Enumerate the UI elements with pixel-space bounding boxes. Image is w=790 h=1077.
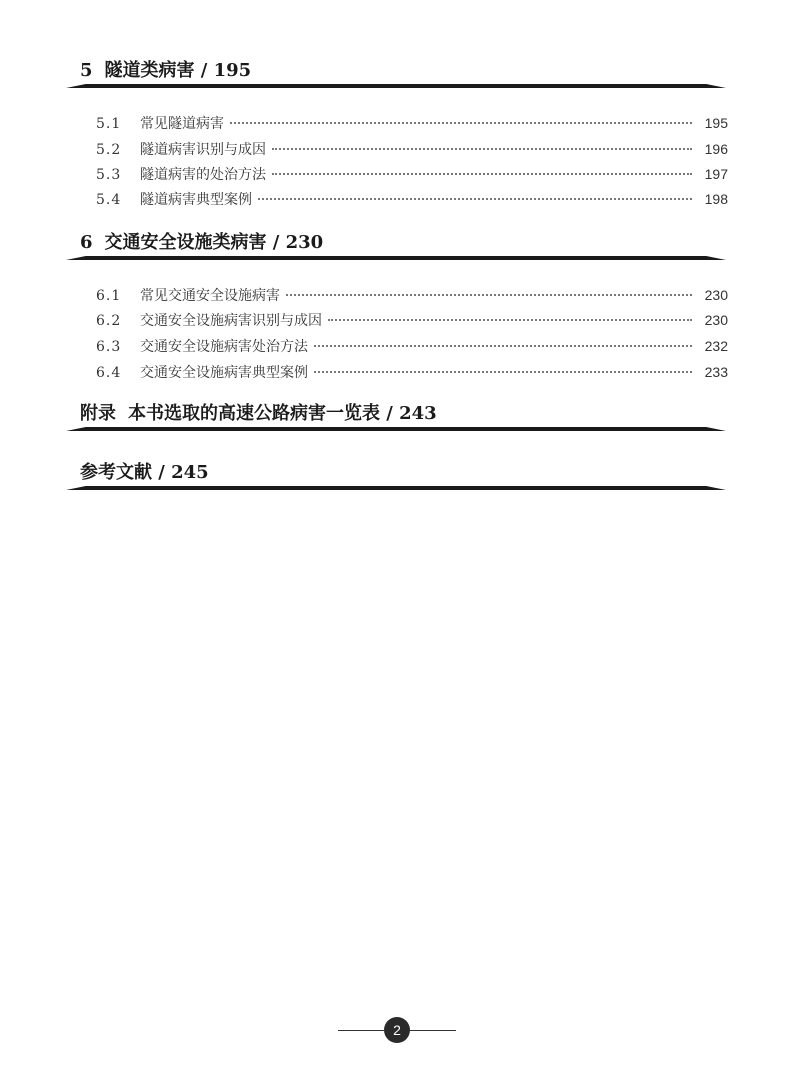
entry-number: 6.2 [96,313,122,329]
entry-page: 195 [704,115,728,131]
entry-number: 6.4 [96,365,122,381]
chapter-title: 隧道类病害 / 195 [104,60,252,81]
dot-leader [272,173,692,175]
toc-entry-6-4[interactable] [96,362,728,384]
entry-title: 隧道病害识别与成因 [140,142,266,158]
toc-entry-5-4[interactable] [96,189,728,211]
references-rule [66,486,726,490]
entry-number: 5.4 [96,192,122,208]
page-number: 2 [393,1022,401,1038]
toc-entry-6-1[interactable] [96,285,728,307]
entry-page: 196 [704,141,728,157]
appendix-heading[interactable] [80,399,437,425]
toc-entry-5-3[interactable] [96,164,728,186]
entry-page: 230 [704,312,728,328]
chapter-number: 6 [80,232,93,253]
entry-title: 隧道病害的处治方法 [140,167,266,183]
chapter-rule [66,256,726,260]
chapter-title: 交通安全设施类病害 / 230 [104,232,324,253]
entry-number: 6.1 [96,288,122,304]
dot-leader [286,294,692,296]
entry-page: 230 [704,287,728,303]
dot-leader [314,345,692,347]
entry-title: 交通安全设施病害识别与成因 [140,313,322,329]
chapter-rule [66,84,726,88]
entry-title: 常见交通安全设施病害 [140,288,280,304]
dot-leader [272,148,692,150]
entry-page: 233 [704,364,728,380]
entry-title: 常见隧道病害 [140,116,224,132]
appendix-rule [66,427,726,431]
entry-number: 5.2 [96,142,122,158]
page-number-badge [384,1017,410,1043]
toc-entry-6-2[interactable] [96,310,728,332]
dot-leader [328,319,692,321]
appendix-label: 附录 [80,403,116,424]
entry-number: 5.3 [96,167,122,183]
entry-number: 5.1 [96,116,122,132]
dot-leader [314,371,692,373]
references-title: 参考文献 / 245 [80,462,209,483]
entry-title: 隧道病害典型案例 [140,192,252,208]
dot-leader [258,198,692,200]
entry-page: 198 [704,191,728,207]
appendix-title: 本书选取的高速公路病害一览表 / 243 [128,403,437,424]
entry-page: 197 [704,166,728,182]
entry-title: 交通安全设施病害典型案例 [140,365,308,381]
toc-entry-6-3[interactable] [96,336,728,358]
chapter-number: 5 [80,60,93,81]
references-heading[interactable] [80,458,209,484]
footer-line-right [410,1030,456,1031]
chapter-6-heading[interactable] [80,228,323,254]
chapter-5-heading[interactable] [80,56,251,82]
toc-entry-5-2[interactable] [96,139,728,161]
dot-leader [230,122,692,124]
entry-page: 232 [704,338,728,354]
toc-entry-5-1[interactable] [96,113,728,135]
entry-number: 6.3 [96,339,122,355]
entry-title: 交通安全设施病害处治方法 [140,339,308,355]
footer-line-left [338,1030,384,1031]
